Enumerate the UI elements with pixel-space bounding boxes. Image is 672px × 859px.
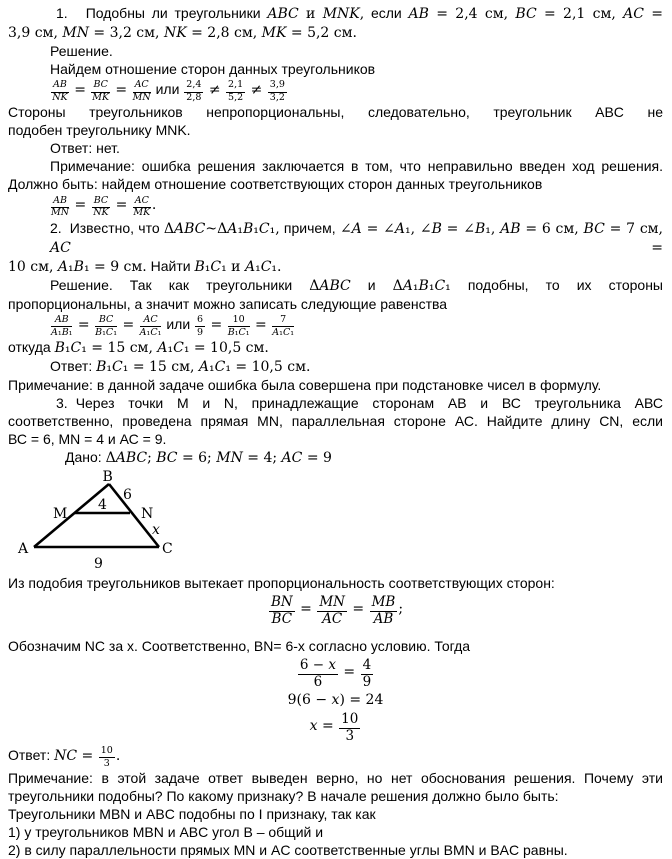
fraction-denominator: 3 bbox=[103, 757, 110, 769]
text-run: Из подобия треугольников вытекает пропорциональность соответствующих сторон: bbox=[8, 575, 555, 592]
fraction-numerator: AC bbox=[133, 80, 151, 92]
fraction bbox=[91, 80, 109, 103]
fraction-denominator: NK bbox=[93, 207, 109, 219]
formula-line bbox=[50, 78, 663, 103]
text-run: и bbox=[350, 276, 393, 293]
fraction-numerator: 10 bbox=[99, 746, 115, 758]
fraction-denominator: 3 bbox=[345, 728, 355, 744]
fraction bbox=[298, 658, 338, 690]
text-run: 1. bbox=[56, 5, 68, 21]
fraction-denominator: B₁C₁ bbox=[95, 326, 118, 338]
text-run: Стороны треугольников непропорциональны, следовательно, треугольник ABC не bbox=[8, 104, 663, 121]
vertex-label-a: A bbox=[18, 541, 29, 558]
math-run: B₁C₁ = 15 см, A₁C₁ = 10,5 см. bbox=[54, 340, 269, 357]
text-run: Ответ: bbox=[8, 746, 55, 763]
text-line bbox=[50, 139, 663, 157]
text-run: Примечание: ошибка решения заключается в том, что неправильно введен ход решения. bbox=[50, 158, 663, 175]
fraction-numerator: 6 − x bbox=[299, 656, 336, 673]
fraction-numerator: AC bbox=[140, 315, 162, 327]
vertex-label-b: B bbox=[102, 469, 113, 486]
math-run: AB = 2,4 см, BC = 2,1 см, AC = bbox=[408, 6, 664, 22]
tab-spacer bbox=[62, 232, 70, 233]
text-run: Примечание: в этой задаче ответ выведен верно, но нет обоснования решения. Почему эти bbox=[8, 770, 663, 787]
fraction bbox=[370, 595, 398, 627]
math-run: ≠ bbox=[204, 82, 226, 98]
text-run: треугольники подобны? По какому признаку? В начале решения должно было быть: bbox=[8, 788, 559, 805]
text-run: Дано: bbox=[65, 449, 106, 466]
fraction bbox=[269, 595, 295, 627]
length-label-mn: 4 bbox=[98, 497, 107, 514]
fraction bbox=[51, 315, 72, 338]
fraction-numerator: 10 bbox=[228, 315, 250, 327]
fraction-denominator: BC bbox=[271, 611, 293, 628]
math-run: = bbox=[295, 601, 317, 618]
text-line bbox=[50, 219, 663, 257]
fraction bbox=[272, 315, 294, 338]
side-ab bbox=[34, 484, 109, 547]
text-line bbox=[8, 430, 663, 448]
fraction-numerator: BN bbox=[270, 593, 293, 610]
text-run: или bbox=[162, 315, 195, 332]
math-run: = bbox=[206, 316, 227, 333]
text-run: откуда bbox=[8, 339, 55, 356]
text-run: 3. bbox=[56, 395, 68, 412]
text-run: соответственно, проведена прямая MN, параллельная стороне АС. Найдите длину CN, если bbox=[8, 413, 663, 430]
text-line bbox=[8, 805, 663, 823]
fraction-denominator: 9 bbox=[197, 326, 204, 338]
text-line bbox=[8, 175, 663, 193]
point-label-m: M bbox=[53, 506, 68, 523]
fraction-denominator: 3,2 bbox=[269, 92, 285, 103]
text-line bbox=[8, 23, 663, 42]
text-run: Ответ: bbox=[50, 358, 97, 375]
text-run: 2) в силу параллельности прямых MN и AC соответственные углы BMN и BAC равны. bbox=[8, 842, 568, 859]
math-run: . bbox=[115, 747, 121, 764]
text-line bbox=[50, 60, 663, 78]
fraction-numerator: BC bbox=[91, 80, 109, 92]
vertex-label-c: C bbox=[162, 541, 173, 558]
fraction-numerator: 7 bbox=[272, 315, 294, 327]
math-run: 9(6 − x) = 24 bbox=[287, 692, 384, 708]
math-run: ΔABC bbox=[309, 277, 351, 294]
text-run: Подобны ли треугольники bbox=[85, 5, 268, 21]
math-run: B₁C₁ = 15 см, A₁C₁ = 10,5 см. bbox=[96, 359, 311, 376]
text-run: Известно, что bbox=[69, 219, 164, 236]
text-line bbox=[8, 338, 663, 357]
fraction bbox=[361, 658, 374, 690]
fraction bbox=[95, 315, 117, 338]
math-run: . bbox=[151, 197, 157, 214]
fraction-denominator: AB bbox=[373, 611, 394, 628]
tab-spacer bbox=[68, 17, 86, 18]
fraction-numerator: 3,9 bbox=[268, 80, 287, 92]
text-run: Должно быть: найдем отношение соответствующих сторон данных треугольников bbox=[8, 176, 543, 193]
text-run: ВС = 6, MN = 4 и АС = 9. bbox=[8, 431, 167, 448]
text-run: Решение. bbox=[50, 43, 113, 59]
fraction bbox=[228, 315, 250, 338]
length-label-bn: 6 bbox=[123, 487, 132, 504]
text-line bbox=[50, 357, 663, 376]
text-run: Через точки М и N, принадлежащие сторонам АВ и ВС треугольника АВС bbox=[75, 395, 663, 412]
text-line bbox=[8, 121, 663, 139]
fraction-denominator: 2,8 bbox=[186, 92, 202, 103]
text-line bbox=[8, 637, 663, 655]
formula-line bbox=[8, 690, 663, 709]
math-run: = bbox=[338, 664, 360, 681]
fraction bbox=[268, 80, 287, 103]
text-line bbox=[50, 42, 663, 60]
math-run: = bbox=[69, 82, 91, 98]
fraction bbox=[317, 595, 347, 627]
text-run: если bbox=[364, 5, 409, 21]
text-line bbox=[8, 257, 663, 276]
text-line bbox=[8, 412, 663, 430]
text-run: Решение. Так как треугольники bbox=[50, 276, 310, 293]
formula-line bbox=[8, 709, 663, 744]
fraction-denominator: 6 bbox=[313, 674, 323, 691]
text-line bbox=[8, 823, 663, 841]
fraction bbox=[140, 315, 162, 338]
text-line bbox=[8, 574, 663, 592]
fraction-denominator: A₁B₁ bbox=[51, 326, 73, 338]
fraction-denominator: 9 bbox=[362, 674, 372, 691]
text-run: Найдем отношение сторон данных треугольников bbox=[50, 61, 376, 77]
text-run: 2. bbox=[50, 219, 62, 236]
text-run: или bbox=[151, 81, 184, 97]
text-line bbox=[8, 627, 663, 637]
formula-line bbox=[8, 592, 663, 627]
text-line bbox=[8, 103, 663, 121]
text-run: причем, bbox=[279, 219, 340, 236]
tab-spacer bbox=[68, 407, 76, 408]
text-run: подобны, то их стороны bbox=[450, 276, 663, 293]
text-line bbox=[8, 841, 663, 859]
math-run: = bbox=[111, 197, 132, 214]
text-line bbox=[50, 276, 663, 295]
fraction bbox=[133, 196, 151, 219]
math-run: = bbox=[347, 601, 369, 618]
triangle-svg bbox=[16, 468, 192, 570]
fraction-numerator: 2,1 bbox=[226, 80, 245, 92]
length-label-nc: x bbox=[152, 522, 160, 539]
formula-line bbox=[8, 655, 663, 690]
math-run: ≠ bbox=[246, 82, 267, 98]
length-label-ac: 9 bbox=[94, 556, 103, 571]
math-run: ΔA₁B₁C₁ bbox=[392, 277, 451, 294]
fraction-numerator: MN bbox=[319, 593, 345, 610]
fraction bbox=[184, 80, 203, 103]
math-run: 10 см, A₁B₁ = 9 см. bbox=[8, 258, 147, 275]
text-line bbox=[8, 787, 663, 805]
math-run: ΔABC; BC = 6; MN = 4; AC = 9 bbox=[105, 450, 332, 467]
fraction-numerator: AC bbox=[133, 196, 151, 208]
point-label-n: N bbox=[141, 506, 154, 523]
fraction-numerator: AB bbox=[51, 80, 69, 92]
text-line bbox=[8, 376, 663, 394]
fraction-numerator: BC bbox=[92, 196, 110, 208]
math-run: = bbox=[110, 82, 132, 98]
fraction-denominator: MK bbox=[133, 207, 151, 219]
fraction-denominator: A₁C₁ bbox=[272, 326, 295, 338]
math-run: NC = bbox=[54, 747, 98, 764]
fraction-denominator: MN bbox=[132, 92, 151, 103]
math-run: 3,9 см, MN = 3,2 см, NK = 2,8 см, MK = 5,2 см. bbox=[8, 25, 357, 41]
fraction-denominator: NK bbox=[52, 92, 68, 103]
fraction bbox=[133, 80, 151, 103]
text-run: подобен треугольнику MNK. bbox=[8, 122, 191, 139]
fraction-numerator: MB bbox=[371, 593, 396, 610]
math-run: ∠A = ∠A₁, ∠B = ∠B₁, AB = 6 см, BC = 7 см, AC = bbox=[50, 220, 664, 256]
fraction-denominator: MK bbox=[92, 92, 110, 103]
document-body bbox=[8, 4, 663, 859]
text-run: Найти bbox=[146, 257, 195, 274]
text-run: Примечание: в данной задаче ошибка была совершена при подстановке чисел в формулу. bbox=[8, 377, 602, 394]
math-run: x = bbox=[309, 718, 339, 734]
text-run: пропорциональны, а значит можно записать следующие равенства bbox=[8, 295, 448, 312]
formula-line bbox=[50, 193, 663, 218]
fraction bbox=[226, 80, 245, 103]
fraction bbox=[51, 80, 69, 103]
fraction-numerator: AB bbox=[51, 315, 72, 327]
math-run: B₁C₁ и A₁C₁. bbox=[194, 258, 282, 275]
math-run: = bbox=[250, 316, 272, 333]
text-line bbox=[65, 448, 663, 467]
text-run: Треугольники MBN и ABC подобны по I признаку, так как bbox=[8, 806, 376, 823]
text-run: 1) у треугольников MBN и ABC угол B – общий и bbox=[8, 824, 324, 841]
fraction-numerator: BC bbox=[95, 315, 117, 327]
math-run: ABC и MNK, bbox=[267, 6, 365, 22]
math-run: = bbox=[73, 316, 95, 333]
fraction-denominator: A₁C₁ bbox=[139, 326, 162, 338]
text-line bbox=[56, 4, 663, 23]
fraction bbox=[92, 196, 110, 219]
formula-line bbox=[50, 313, 663, 338]
fraction-numerator: 2,4 bbox=[184, 80, 203, 92]
fraction bbox=[99, 746, 115, 769]
fraction-denominator: 5,2 bbox=[228, 92, 244, 103]
math-run: = bbox=[118, 316, 139, 333]
text-run: Обозначим NC за x. Соответственно, BN= 6-x согласно условию. Тогда bbox=[8, 638, 471, 655]
math-run: = bbox=[70, 197, 91, 214]
math-run: ; bbox=[398, 601, 404, 618]
fraction bbox=[51, 196, 69, 219]
text-run: Ответ: нет. bbox=[50, 140, 120, 157]
text-line bbox=[56, 394, 663, 412]
fraction-numerator: 4 bbox=[362, 656, 372, 673]
text-line bbox=[8, 744, 663, 769]
fraction-numerator: 6 bbox=[195, 315, 205, 327]
text-line bbox=[8, 769, 663, 787]
fraction bbox=[339, 712, 360, 744]
fraction-numerator: 10 bbox=[341, 710, 359, 727]
triangle-diagram bbox=[16, 468, 663, 573]
math-run: ΔABC~ΔA₁B₁C₁, bbox=[163, 220, 280, 237]
fraction bbox=[195, 315, 205, 338]
fraction-denominator: MN bbox=[51, 207, 70, 219]
text-line bbox=[50, 157, 663, 175]
fraction-numerator: AB bbox=[51, 196, 69, 208]
text-line bbox=[8, 295, 663, 313]
fraction-denominator: B₁C₁ bbox=[227, 326, 250, 338]
fraction-denominator: AC bbox=[322, 611, 343, 628]
